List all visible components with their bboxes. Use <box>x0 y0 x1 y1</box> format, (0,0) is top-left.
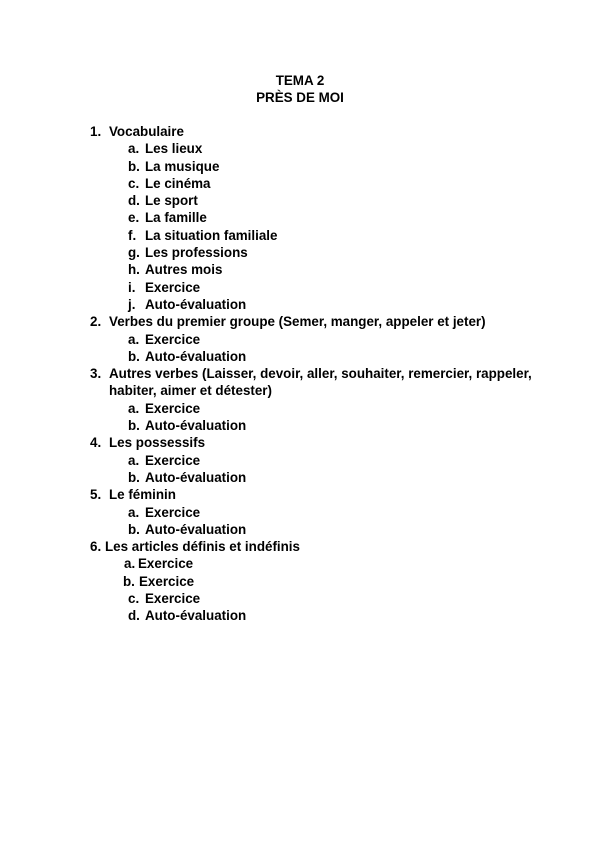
subitem-letter: c. <box>128 591 140 607</box>
subitem-text: Exercice <box>145 279 201 295</box>
document-subtitle: PRÈS DE MOI <box>256 90 344 105</box>
toc-section-1 <box>90 123 560 313</box>
section-number: 5. <box>90 487 102 503</box>
subitem-text: Le sport <box>145 193 198 209</box>
subitem-letter: f. <box>128 227 137 243</box>
toc-subitem <box>90 590 560 607</box>
subitem-text: Les professions <box>145 245 248 261</box>
subitem-text: Auto-évaluation <box>145 418 247 434</box>
subitem-text: Auto-évaluation <box>145 348 247 364</box>
toc-subitem <box>90 192 560 209</box>
toc-subitem <box>90 607 560 624</box>
subitem-letter: b. <box>128 348 140 364</box>
toc-subitem <box>90 331 560 348</box>
subitem-text: Les lieux <box>145 141 203 157</box>
section-title: Verbes du premier groupe (Semer, manger, appeler et jeter) <box>109 314 486 330</box>
subitem-text: Exercice <box>145 400 201 416</box>
subitem-text: La situation familiale <box>145 227 278 243</box>
subitem-text: Exercice <box>139 573 195 589</box>
toc-subitem <box>90 469 560 486</box>
subitem-text: Autres mois <box>145 262 223 278</box>
table-of-contents <box>90 123 560 625</box>
toc-section-4 <box>90 434 560 486</box>
subitem-text: Exercice <box>138 556 194 572</box>
subitem-letter: h. <box>128 262 140 278</box>
document-title: TEMA 2 <box>275 73 325 88</box>
toc-subitem <box>90 296 560 313</box>
toc-section-heading <box>90 123 560 140</box>
section-number: 3. <box>90 366 102 382</box>
section-title: Les possessifs <box>109 435 206 451</box>
section-title: Autres verbes (Laisser, devoir, aller, souhaiter, remercier, rappeler, habiter, aimer et détester) <box>109 366 532 399</box>
subitem-text: Exercice <box>145 504 201 520</box>
subitem-letter: g. <box>128 245 140 261</box>
toc-subitem <box>90 417 560 434</box>
toc-subitem <box>90 348 560 365</box>
toc-subitem <box>90 158 560 175</box>
section-number: 6. <box>90 539 102 555</box>
subitem-letter: b. <box>128 158 140 174</box>
subitem-text: Exercice <box>145 452 201 468</box>
subitem-letter: a. <box>128 331 140 347</box>
toc-subitem <box>90 452 560 469</box>
subitem-letter: d. <box>128 608 140 624</box>
toc-subitem <box>90 504 560 521</box>
subitem-letter: e. <box>128 210 140 226</box>
subitem-letter: a. <box>128 141 140 157</box>
toc-subitem <box>90 244 560 261</box>
subitem-text: Auto-évaluation <box>145 296 247 312</box>
toc-section-heading <box>90 365 560 400</box>
toc-section-heading <box>90 434 560 451</box>
toc-subitem <box>90 175 560 192</box>
subitem-letter: a. <box>128 452 140 468</box>
subitem-letter: d. <box>128 193 140 209</box>
toc-section-heading <box>90 486 560 503</box>
subitem-letter: b. <box>128 469 140 485</box>
toc-subitem <box>90 521 560 538</box>
subitem-letter: a. <box>128 400 140 416</box>
subitem-text: Auto-évaluation <box>145 469 247 485</box>
section-title: Les articles définis et indéfinis <box>105 539 300 555</box>
toc-subitem <box>90 279 560 296</box>
subitem-text: Auto-évaluation <box>145 608 247 624</box>
section-number: 4. <box>90 435 102 451</box>
subitem-letter: j. <box>128 296 136 312</box>
section-number: 2. <box>90 314 102 330</box>
toc-section-5 <box>90 486 560 538</box>
subitem-text: Auto-évaluation <box>145 521 247 537</box>
subitem-letter: a. <box>124 556 136 572</box>
toc-subitem <box>90 555 560 572</box>
toc-subitem <box>90 400 560 417</box>
subitem-text: Le cinéma <box>145 175 211 191</box>
subitem-text: La famille <box>145 210 207 226</box>
toc-subitem <box>90 573 560 590</box>
toc-subitem <box>90 227 560 244</box>
toc-section-2 <box>90 313 560 365</box>
subitem-letter: a. <box>128 504 140 520</box>
section-number: 1. <box>90 124 102 139</box>
subitem-text: Exercice <box>145 331 201 347</box>
subitem-text: Exercice <box>145 591 201 607</box>
subitem-letter: c. <box>128 175 140 191</box>
toc-section-3 <box>90 365 560 434</box>
subitem-letter: i. <box>128 279 136 295</box>
toc-subitem <box>90 140 560 157</box>
subitem-letter: b. <box>128 521 140 537</box>
toc-subitem <box>90 209 560 226</box>
subitem-letter: b. <box>128 418 140 434</box>
toc-subitem <box>90 261 560 278</box>
subitem-letter: b. <box>123 573 135 589</box>
section-title: Vocabulaire <box>109 124 184 139</box>
subitem-text: La musique <box>145 158 220 174</box>
toc-section-6 <box>90 538 560 624</box>
toc-section-heading <box>90 538 560 555</box>
toc-section-heading <box>90 313 560 330</box>
section-title: Le féminin <box>109 487 176 503</box>
